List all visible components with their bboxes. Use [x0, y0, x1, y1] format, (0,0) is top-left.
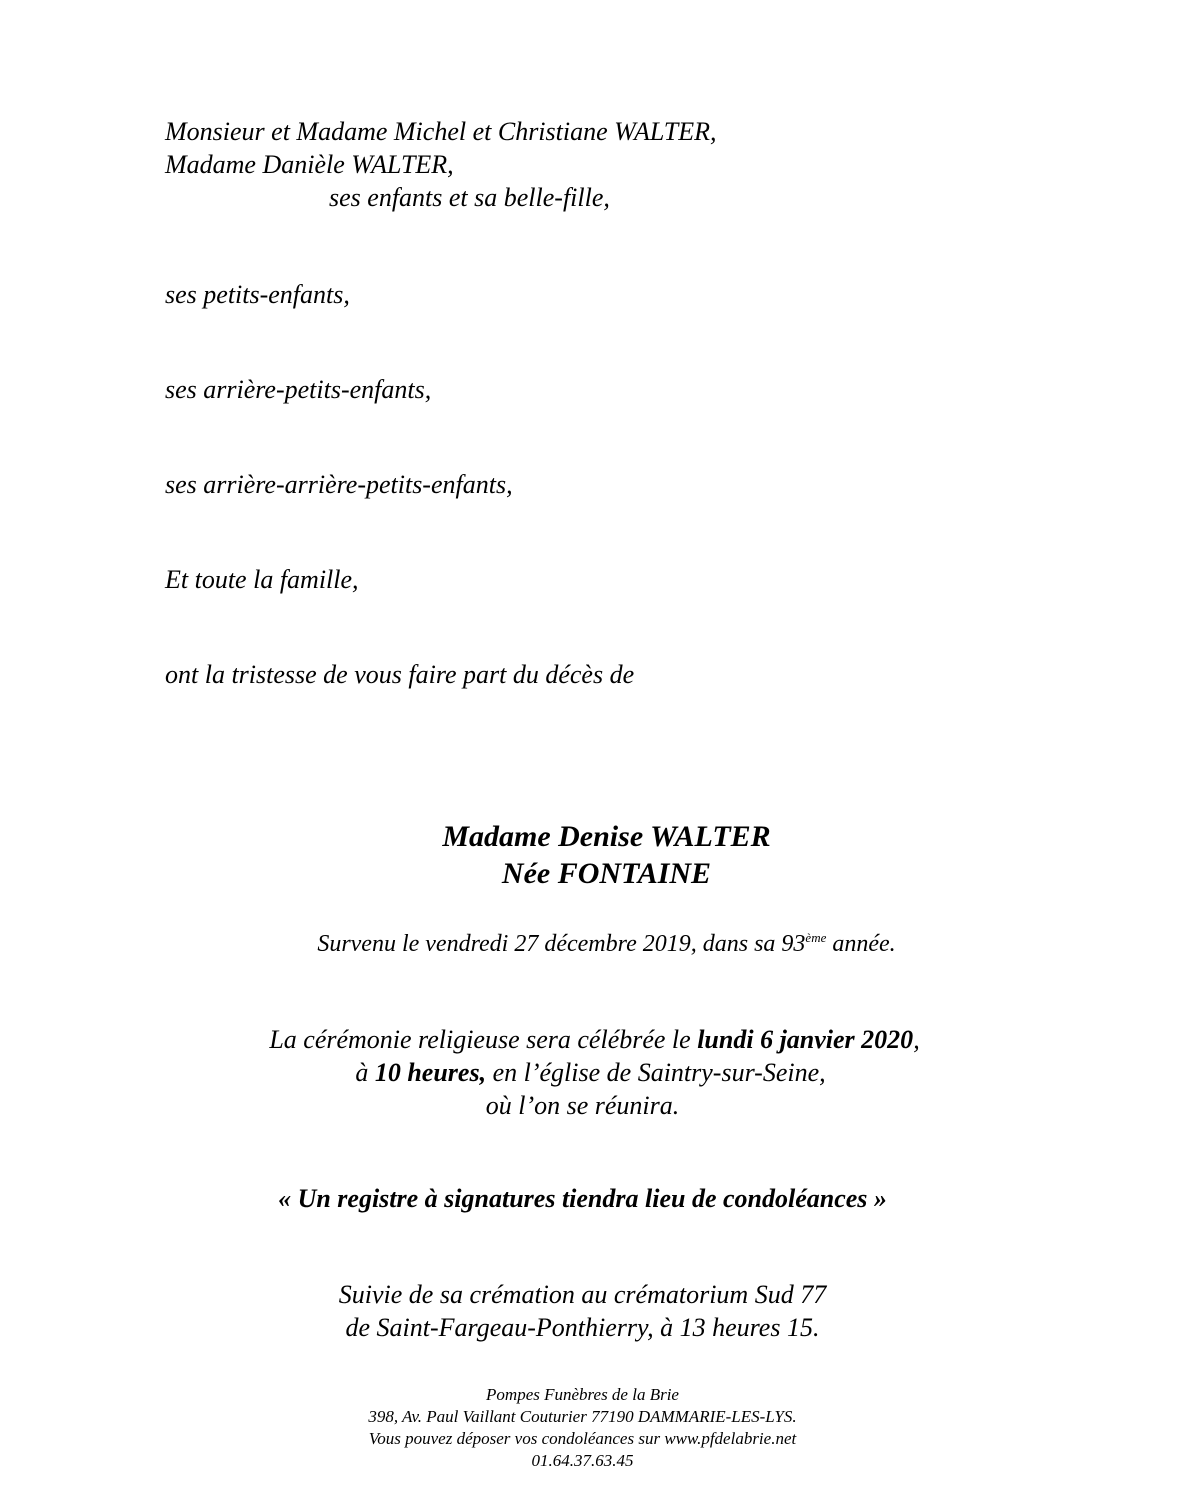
ceremony-line-2: [0, 1060, 1181, 1086]
cremation-line-2: de Saint-Fargeau-Ponthierry, à 13 heures 15.: [345, 1313, 820, 1342]
family-line-children-2: Madame Danièle WALTER,: [165, 150, 454, 179]
ceremony-line-1: [4, 1027, 1181, 1053]
announcement-line: ont la tristesse de vous faire part du décès de: [165, 660, 635, 689]
family-line-great-grandchildren: ses arrière-petits-enfants,: [165, 375, 432, 404]
condolences-register-note: « Un registre à signatures tiendra lieu de condoléances »: [278, 1184, 887, 1213]
family-line-great-great-grandchildren: ses arrière-arrière-petits-enfants,: [165, 470, 513, 499]
cremation-line-1: Suivie de sa crémation au crématorium Sud 77: [338, 1280, 827, 1309]
ceremony-time-prefix: à: [355, 1058, 375, 1087]
deceased-maiden-name: Née FONTAINE: [501, 857, 712, 890]
ceremony-line-3: où l’on se réunira.: [485, 1091, 680, 1120]
footer-address: 398, Av. Paul Vaillant Couturier 77190 DAMMARIE-LES-LYS.: [368, 1407, 797, 1426]
death-date-suffix: année.: [826, 931, 896, 957]
footer-company: Pompes Funèbres de la Brie: [486, 1385, 679, 1404]
family-line-children-caption: ses enfants et sa belle-fille,: [329, 183, 610, 212]
ceremony-location: en l’église de Saintry-sur-Seine,: [486, 1058, 826, 1087]
ordinal-superscript: ème: [805, 930, 827, 945]
death-date-line: [16, 932, 1181, 956]
family-line-children-1: Monsieur et Madame Michel et Christiane WALTER,: [165, 117, 717, 146]
footer-phone: 01.64.37.63.45: [531, 1451, 634, 1470]
ceremony-intro: La cérémonie religieuse sera célébrée le: [269, 1025, 698, 1054]
deceased-name: Madame Denise WALTER: [442, 820, 771, 853]
ceremony-time: 10 heures,: [374, 1058, 487, 1087]
ceremony-date: lundi 6 janvier 2020: [697, 1025, 914, 1054]
family-line-whole-family: Et toute la famille,: [165, 565, 359, 594]
footer-website-note: Vous pouvez déposer vos condoléances sur www.pfdelabrie.net: [368, 1429, 797, 1448]
ceremony-line-1-punct: ,: [913, 1025, 920, 1054]
death-date-text: Survenu le vendredi 27 décembre 2019, dans sa 93: [317, 931, 806, 957]
family-line-grandchildren: ses petits-enfants,: [165, 280, 350, 309]
